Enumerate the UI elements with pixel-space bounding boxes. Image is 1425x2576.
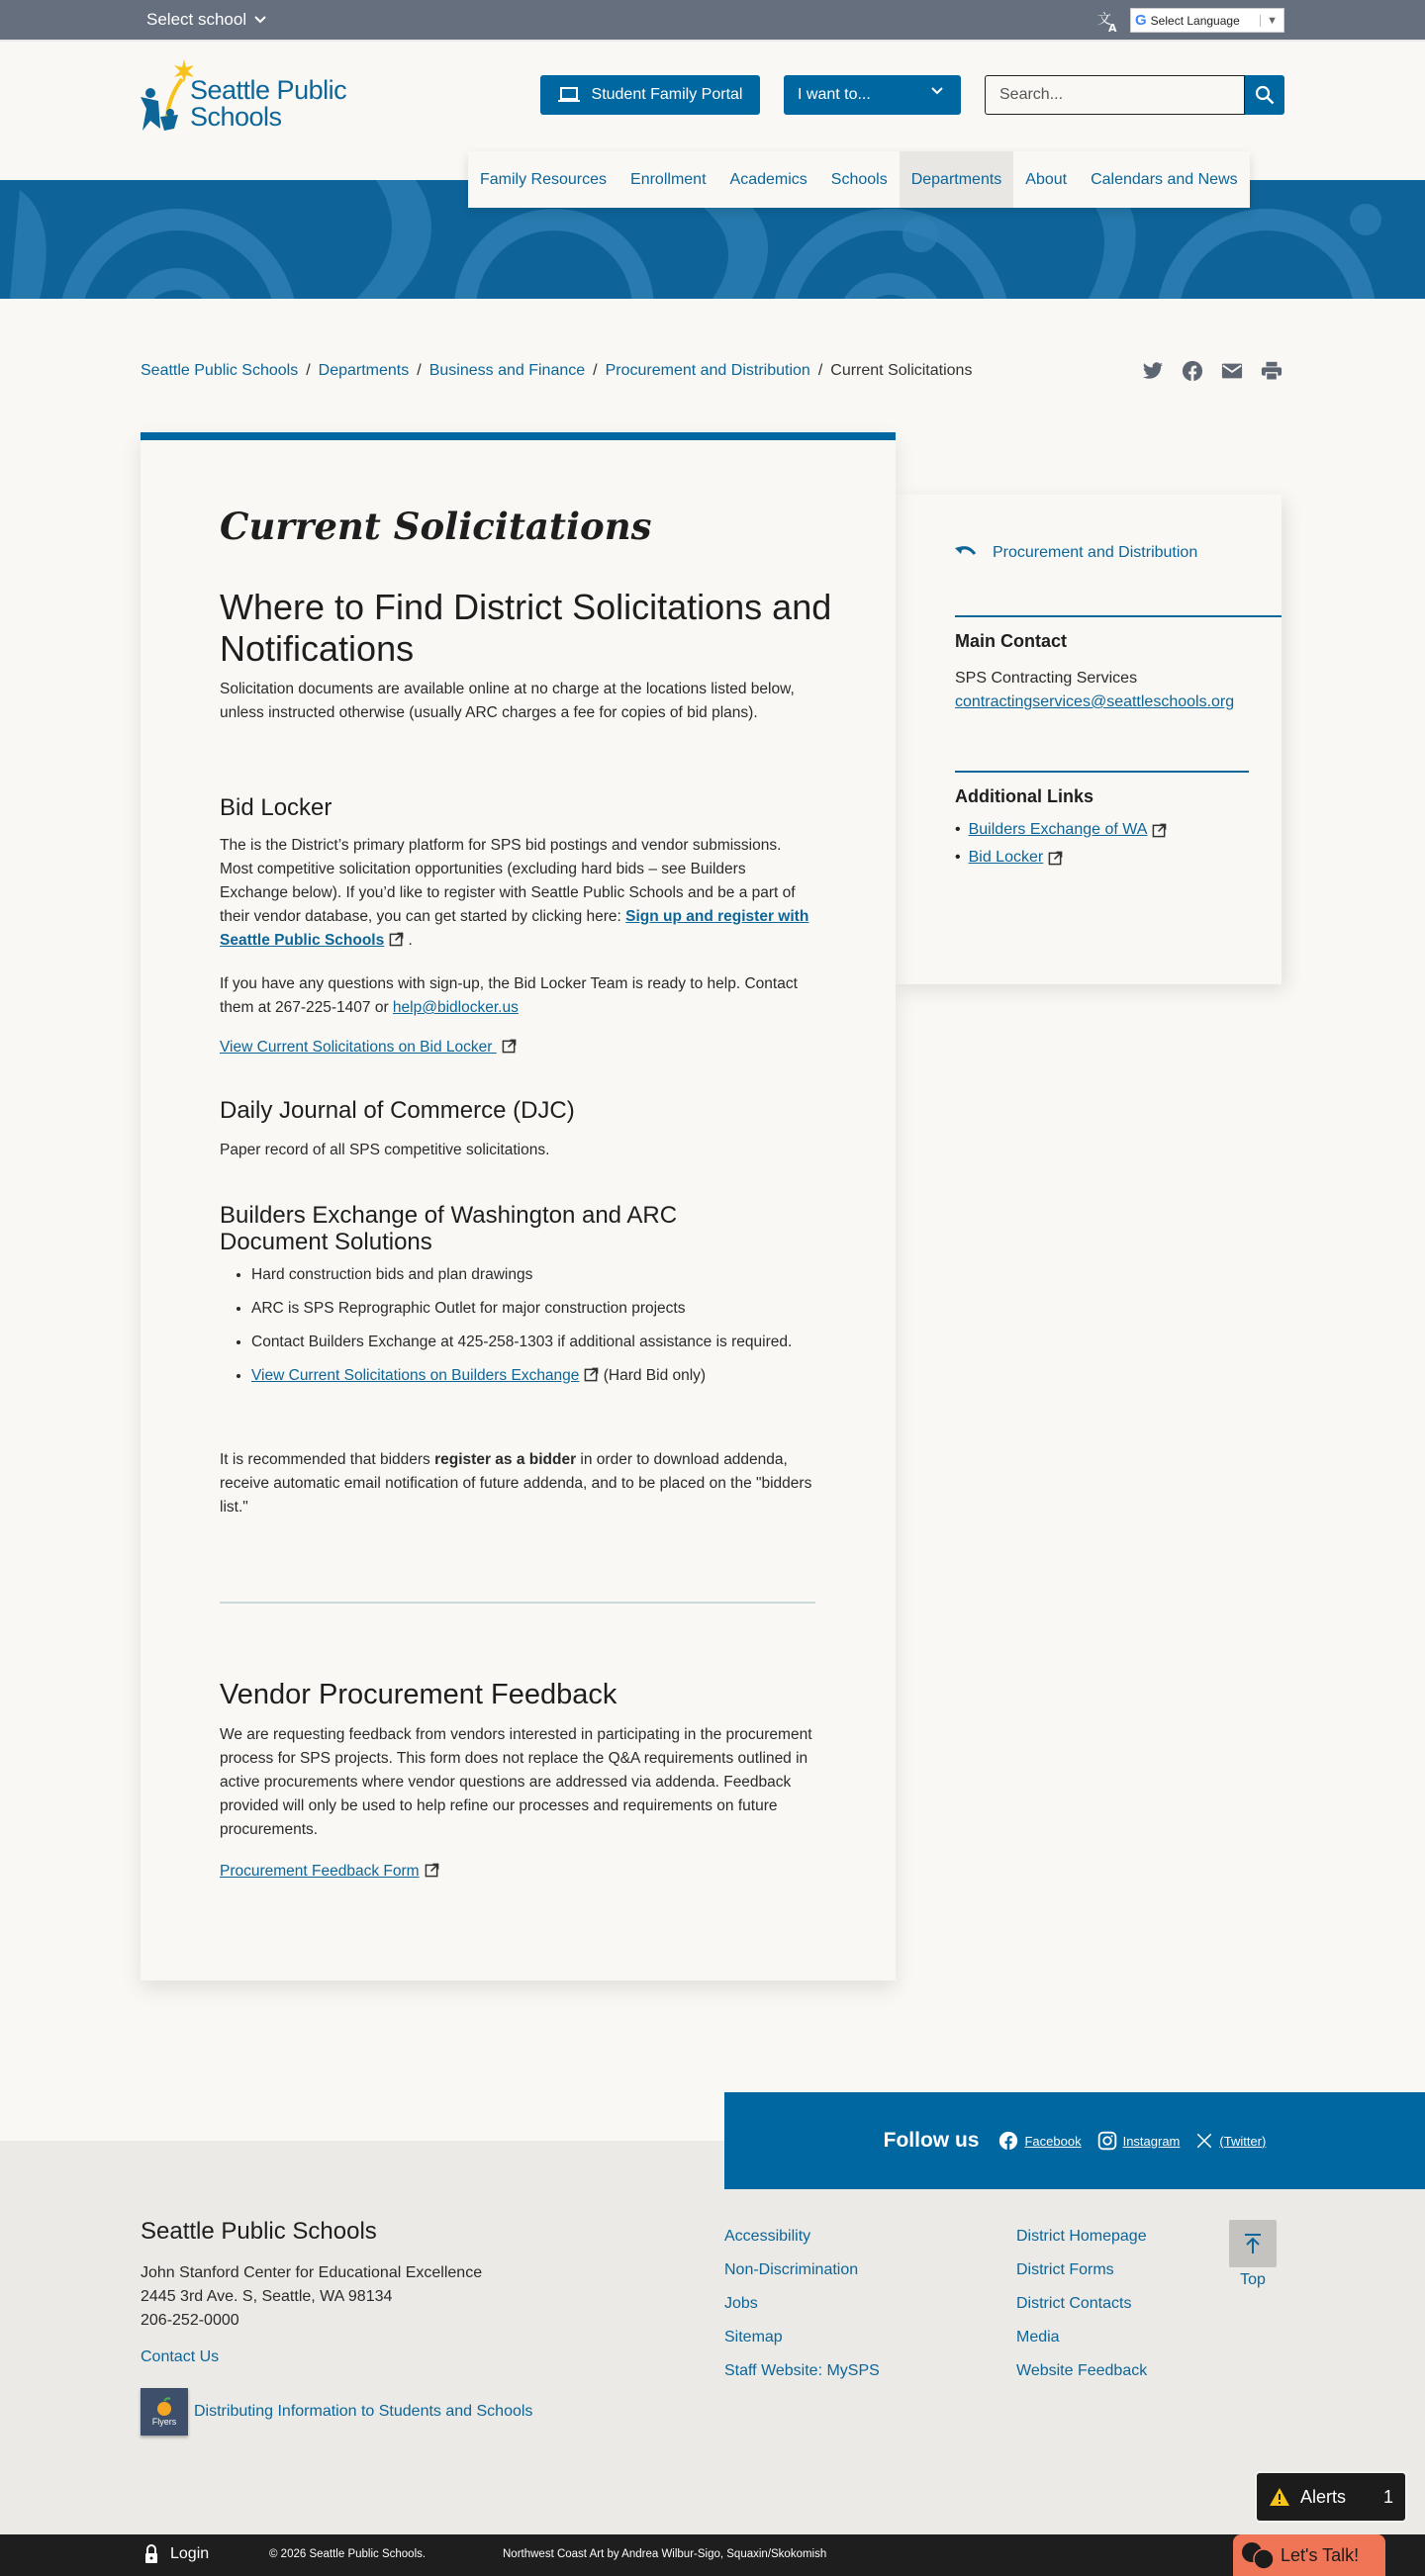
footer-org-name: Seattle Public Schools <box>141 2218 377 2245</box>
page-title: Current Solicitations <box>220 505 652 548</box>
external-link-icon <box>1152 823 1167 838</box>
svg-text:文: 文 <box>1097 12 1111 28</box>
undo-arrow-icon <box>955 546 977 560</box>
breadcrumb-separator: / <box>817 362 823 379</box>
lets-talk-button[interactable] <box>1233 2534 1385 2576</box>
section-divider <box>220 1602 815 1604</box>
address-line-2: 2445 3rd Ave. S, Seattle, WA 98134 <box>141 2288 393 2305</box>
contact-name: SPS Contracting Services <box>955 670 1138 687</box>
select-school-dropdown[interactable] <box>146 10 266 30</box>
back-link-label: Procurement and Distribution <box>993 544 1198 561</box>
contact-email-link[interactable]: contractingservices@seattleschools.org <box>955 693 1235 710</box>
bid-locker-heading: Bid Locker <box>220 794 332 821</box>
external-link-icon <box>425 1863 439 1878</box>
main-contact-heading: Main Contact <box>955 631 1068 651</box>
share-tools <box>1142 360 1282 382</box>
list-item: • Contact Builders Exchange at 425-258-1303 if additional assistance is required. <box>251 1331 813 1354</box>
external-link-icon <box>1048 851 1063 866</box>
bottom-bar <box>0 2534 1425 2576</box>
bid-locker-text-end: . <box>404 932 413 949</box>
instagram-label: Instagram <box>1122 2133 1181 2149</box>
logo-line-1: Seattle Public <box>190 75 347 105</box>
main-navigation <box>468 151 1250 208</box>
recommendation-text <box>220 1448 813 1519</box>
chat-bubbles-icon <box>1239 2540 1277 2570</box>
facebook-link[interactable] <box>998 2131 1081 2151</box>
builders-exchange-list <box>220 1263 813 1398</box>
language-select[interactable] <box>1130 8 1284 33</box>
back-to-top-box <box>1229 2220 1277 2267</box>
art-credit: Northwest Coast Art by Andrea Wilbur-Sigo, Squaxin/Skokomish <box>503 2548 827 2560</box>
footer-link-non-discrimination[interactable]: Non-Discrimination <box>724 2261 859 2278</box>
i-want-to-label: I want to... <box>798 86 871 103</box>
breadcrumb-separator: / <box>593 362 598 379</box>
warning-icon <box>1269 2487 1290 2507</box>
chevron-down-icon <box>931 87 943 95</box>
bid-locker-help-text: If you have any questions with sign-up, the Bid Locker Team is ready to help. Contact them at 267-225-1407 or <box>220 975 798 1016</box>
facebook-label: Facebook <box>1024 2133 1082 2149</box>
flyers-badge-label: Flyers <box>151 2417 177 2427</box>
email-icon[interactable] <box>1221 360 1243 382</box>
nav-calendars-and-news[interactable]: Calendars and News <box>1091 171 1238 188</box>
breadcrumb-procurement[interactable]: Procurement and Distribution <box>605 362 810 379</box>
laptop-icon <box>558 87 580 103</box>
list-item <box>251 1364 813 1388</box>
footer-link-sitemap[interactable]: Sitemap <box>724 2329 783 2346</box>
x-icon <box>1195 2132 1213 2150</box>
footer-links-col-1 <box>724 2220 880 2388</box>
additional-links-list <box>955 821 1167 876</box>
nav-departments[interactable]: Departments <box>900 151 1014 208</box>
procurement-feedback-form-link[interactable]: Procurement Feedback Form <box>220 1863 420 1880</box>
logo[interactable] <box>139 57 356 137</box>
footer-link-jobs[interactable]: Jobs <box>724 2295 758 2312</box>
portal-button-label: Student Family Portal <box>591 86 743 103</box>
twitter-x-link[interactable] <box>1195 2132 1266 2150</box>
lets-talk-label: Let's Talk! <box>1281 2544 1360 2565</box>
copyright: © 2026 Seattle Public Schools. <box>269 2548 427 2560</box>
djc-heading: Daily Journal of Commerce (DJC) <box>220 1097 575 1124</box>
footer-link-website-feedback[interactable]: Website Feedback <box>1016 2362 1148 2379</box>
twitter-icon[interactable] <box>1142 360 1164 382</box>
nav-about[interactable]: About <box>1025 171 1068 188</box>
alerts-count: 1 <box>1382 2486 1393 2507</box>
breadcrumb-separator: / <box>306 362 311 379</box>
breadcrumb-separator: / <box>417 362 422 379</box>
list-item <box>955 849 1167 867</box>
bid-locker-help <box>220 972 813 1020</box>
arrow-up-to-top-icon <box>1243 2233 1263 2254</box>
google-icon: G <box>1135 12 1147 29</box>
back-to-procurement-link[interactable] <box>955 544 1197 562</box>
sidebar <box>896 495 1282 984</box>
bid-locker-description <box>220 834 813 953</box>
i-want-to-dropdown[interactable] <box>784 75 961 115</box>
logo-text <box>190 77 346 131</box>
nav-family-resources[interactable]: Family Resources <box>480 171 608 188</box>
builders-exchange-wa-link[interactable]: • Builders Exchange of WA <box>968 821 1148 838</box>
external-link-icon <box>584 1367 599 1382</box>
footer-address <box>141 2261 482 2333</box>
rec-text: It is recommended that bidders <box>220 1451 435 1468</box>
flyers-row <box>141 2388 532 2436</box>
language-label: Select Language <box>1150 13 1240 28</box>
bid-locker-text: The is the District’s primary platform for SPS bid postings and vendor submissions. Most competitive solicitation opportunities (excluding hard bids – see Builders Exchange below). If you’d like to register with Seattle Public Schools and be a part of their vendor database, you can get started by clicking here: <box>220 837 796 925</box>
vendor-feedback-text: We are requesting feedback from vendors interested in participating in the procurement process for SPS projects. This form does not replace the Q&A requirements outlined in active procurements where vendor questions are addressed via addenda. Feedback provided will only be used to help refine our processes and requirements on future procurements. <box>220 1726 812 1838</box>
vendor-feedback-heading: Vendor Procurement Feedback <box>220 1679 618 1710</box>
list-item: • ARC is SPS Reprographic Outlet for major construction projects <box>251 1297 813 1321</box>
view-bid-locker-link[interactable]: View Current Solicitations on Bid Locker <box>220 1039 497 1056</box>
bid-locker-link[interactable]: • Bid Locker <box>968 849 1044 866</box>
follow-us-bar <box>724 2092 1425 2189</box>
search-input[interactable] <box>985 75 1245 115</box>
alerts-button[interactable] <box>1257 2473 1405 2521</box>
breadcrumb-departments[interactable]: Departments <box>318 362 410 379</box>
nav-academics[interactable]: Academics <box>729 171 808 188</box>
back-to-top-button[interactable] <box>1229 2220 1277 2289</box>
feedback-link-wrap <box>220 1860 813 1884</box>
top-label: Top <box>1240 2271 1266 2288</box>
djc-text: Paper record of all SPS competitive solicitations. <box>220 1142 550 1158</box>
dropdown-arrow-icon: ▼ <box>1260 15 1283 27</box>
external-link-icon <box>389 932 404 947</box>
student-family-portal-button[interactable] <box>540 75 760 115</box>
select-school-label: Select school <box>146 10 247 29</box>
svg-text:A: A <box>1108 22 1117 34</box>
additional-links-heading: Additional Links <box>955 786 1094 806</box>
follow-us-label: Follow us <box>883 2129 980 2152</box>
nav-enrollment[interactable]: Enrollment <box>630 171 707 188</box>
main-content <box>141 432 896 1980</box>
external-link-icon <box>502 1039 517 1054</box>
translate-icon <box>1096 10 1120 34</box>
view-builders-exchange-link[interactable]: View Current Solicitations on Builders Exchange <box>251 1367 580 1384</box>
intro-text: Solicitation documents are available online at no charge at the locations listed below, unless instructed otherwise (usually ARC charges a fee for copies of bid plans). <box>220 681 795 721</box>
instagram-link[interactable] <box>1097 2131 1181 2151</box>
nav-schools[interactable]: Schools <box>830 171 888 188</box>
sidebar-divider <box>955 615 1282 617</box>
alerts-label: Alerts <box>1300 2486 1347 2507</box>
footer-link-district-contacts[interactable]: District Contacts <box>1016 2295 1132 2312</box>
utility-bar <box>0 0 1425 42</box>
address-line-1: John Stanford Center for Educational Excellence <box>141 2264 483 2281</box>
footer <box>0 2141 1425 2534</box>
builders-exchange-heading: Builders Exchange of Washington and ARC Document Solutions <box>220 1202 678 1255</box>
facebook-icon[interactable] <box>1182 360 1203 382</box>
list-item <box>955 821 1167 839</box>
peach-icon <box>155 2397 173 2417</box>
contact-us-link[interactable]: Contact Us <box>141 2348 220 2365</box>
search-icon <box>1255 85 1275 105</box>
rec-bold: register as a bidder <box>434 1451 577 1468</box>
footer-links-col-2 <box>1016 2220 1147 2388</box>
list-item: • Hard construction bids and plan drawings <box>251 1263 813 1287</box>
breadcrumb-current: Current Solicitations <box>830 362 973 379</box>
flyers-badge[interactable] <box>141 2388 188 2436</box>
section-heading: Where to Find District Solicitations and Notifications <box>220 587 832 669</box>
twitter-label: (Twitter) <box>1219 2133 1267 2149</box>
chevron-down-icon <box>254 16 266 24</box>
breadcrumb-seattle-public-schools[interactable]: Seattle Public Schools <box>141 362 299 379</box>
footer-link-accessibility[interactable]: Accessibility <box>724 2228 811 2245</box>
bid-locker-view-wrap <box>220 1036 813 1059</box>
instagram-icon <box>1097 2131 1117 2151</box>
footer-link-media[interactable]: Media <box>1016 2329 1060 2346</box>
sign-up-register-link[interactable]: Sign up and register with Seattle Public Schools <box>220 908 809 949</box>
breadcrumb-business-and-finance[interactable]: Business and Finance <box>428 362 586 379</box>
sidebar-divider <box>955 771 1249 773</box>
phone-number: 206-252-0000 <box>141 2312 239 2329</box>
facebook-icon <box>998 2131 1018 2151</box>
login-link[interactable] <box>144 2544 209 2564</box>
flyers-link[interactable]: Distributing Information to Students and Schools <box>194 2403 533 2420</box>
footer-link-district-forms[interactable]: District Forms <box>1016 2261 1114 2278</box>
footer-link-staff-website[interactable]: Staff Website: MySPS <box>724 2362 880 2379</box>
bidlocker-email-link[interactable]: help@bidlocker.us <box>392 999 519 1016</box>
logo-figures-icon <box>139 57 198 137</box>
footer-link-district-homepage[interactable]: District Homepage <box>1016 2228 1147 2245</box>
rec-text-end: in order to download addenda, receive automatic email notification of future addenda, and to be placed on the "bidders list." <box>220 1451 812 1516</box>
search-button[interactable] <box>1245 75 1284 115</box>
logo-line-2: Schools <box>190 102 282 132</box>
breadcrumb <box>141 362 972 380</box>
login-label: Login <box>170 2545 210 2562</box>
hard-bid-note: (Hard Bid only) <box>599 1367 707 1384</box>
print-icon[interactable] <box>1261 360 1282 382</box>
search-form <box>985 75 1284 115</box>
lock-icon <box>144 2544 158 2564</box>
